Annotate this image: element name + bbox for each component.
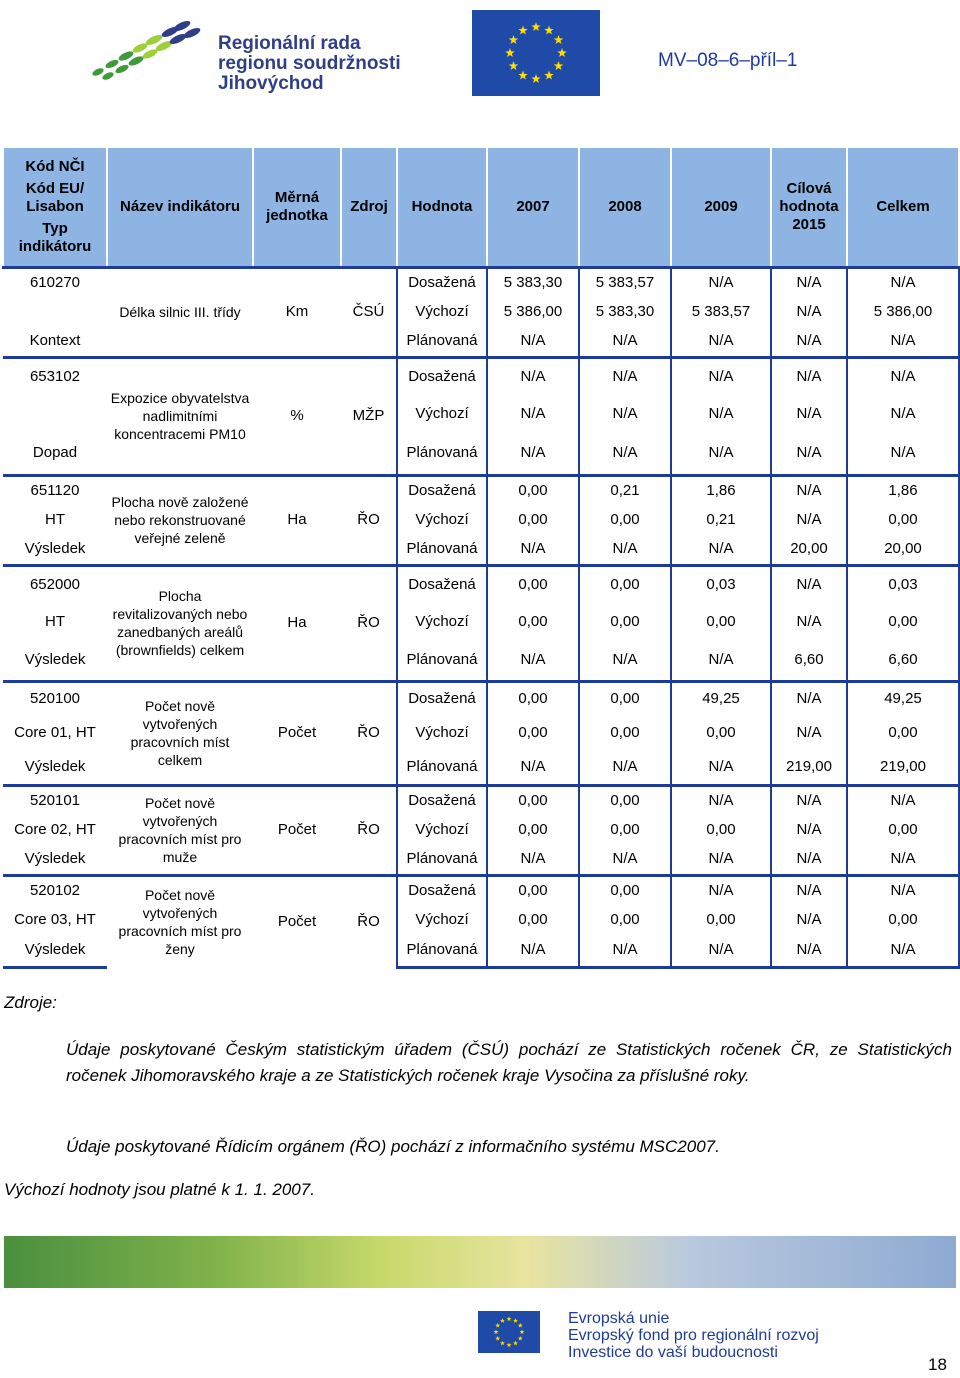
regional-council-line-1: Regionální rada (218, 33, 361, 54)
value-target: N/A (771, 505, 847, 535)
baseline-note: Výchozí hodnoty jsou platné k 1. 1. 2007. (4, 1180, 315, 1199)
value-2007: 0,00 (487, 565, 579, 603)
value-2008: 5 383,57 (579, 267, 671, 297)
indicator-code-cell (3, 395, 107, 433)
value-total: 0,03 (847, 565, 959, 603)
value-kind: Výchozí (397, 815, 487, 845)
indicator-group (3, 565, 959, 681)
value-2007: 5 386,00 (487, 297, 579, 327)
value-total: N/A (847, 845, 959, 875)
indicator-code-cell: Výsledek (3, 751, 107, 785)
indicator-unit: Ha (253, 565, 341, 681)
indicator-code-cell: HT (45, 613, 65, 630)
table-row (3, 785, 959, 815)
value-2008: N/A (579, 433, 671, 475)
value-2009: N/A (671, 751, 771, 785)
indicator-name: Délka silnic III. třídy (107, 267, 253, 357)
regional-council-logo (78, 12, 408, 102)
value-2008: N/A (579, 327, 671, 357)
indicator-group (3, 681, 959, 785)
value-2007: N/A (487, 845, 579, 875)
indicator-name: Počet nově vytvořených pracovních míst celkem (107, 681, 253, 785)
value-2007: 0,00 (487, 603, 579, 641)
indicator-code-cell: Dopad (3, 433, 107, 475)
value-2009: 0,00 (671, 815, 771, 845)
value-2009: N/A (671, 785, 771, 815)
value-target: N/A (771, 475, 847, 505)
value-2008: 0,00 (579, 785, 671, 815)
value-kind: Plánovaná (397, 641, 487, 681)
footer-decorative-band (4, 1236, 956, 1288)
value-2008: 0,00 (579, 681, 671, 715)
value-2008: 0,00 (579, 905, 671, 935)
header-2007: 2007 (487, 147, 579, 267)
value-target: 20,00 (771, 535, 847, 565)
header-unit: Měrná jednotka (253, 147, 341, 267)
indicator-source: ČSÚ (341, 267, 397, 357)
value-2007: N/A (487, 327, 579, 357)
header-2008: 2008 (579, 147, 671, 267)
value-kind: Výchozí (397, 603, 487, 641)
value-2008: 0,21 (579, 475, 671, 505)
value-2009: 0,00 (671, 603, 771, 641)
value-2007: N/A (487, 357, 579, 395)
value-2009: 0,21 (671, 505, 771, 535)
value-total: 0,00 (847, 505, 959, 535)
value-total: N/A (847, 327, 959, 357)
header-codes (3, 147, 107, 267)
indicator-code-cell: Výsledek (3, 535, 107, 565)
value-target: N/A (771, 845, 847, 875)
eu-fund-text (568, 1310, 819, 1361)
header-name: Název indikátoru (107, 147, 253, 267)
indicator-unit: % (253, 357, 341, 475)
indicator-code-cell: Core 01, HT (14, 724, 96, 741)
value-2009: N/A (671, 357, 771, 395)
indicator-code-cell: HT (45, 511, 65, 528)
value-2007: 0,00 (487, 681, 579, 715)
value-total: N/A (847, 433, 959, 475)
value-target: N/A (771, 297, 847, 327)
indicator-code-cell: 520102 (3, 875, 107, 905)
value-2009: 0,00 (671, 715, 771, 751)
value-2007: N/A (487, 641, 579, 681)
indicator-unit: Počet (253, 681, 341, 785)
table-row (3, 565, 959, 603)
value-2008: N/A (579, 641, 671, 681)
value-2008: 0,00 (579, 875, 671, 905)
table-row (3, 475, 959, 505)
value-target: N/A (771, 905, 847, 935)
indicator-code-cell: 610270 (3, 267, 107, 297)
indicator-code-cell: 520100 (3, 681, 107, 715)
header-target: Cílová hodnota 2015 (771, 147, 847, 267)
header-total: Celkem (847, 147, 959, 267)
value-kind: Výchozí (397, 395, 487, 433)
value-2008: N/A (579, 935, 671, 967)
indicator-group (3, 875, 959, 967)
value-2007: 0,00 (487, 785, 579, 815)
indicator-source: ŘO (341, 875, 397, 967)
indicator-code-cell: 652000 (3, 565, 107, 603)
indicator-code-cell: 653102 (3, 357, 107, 395)
value-target: 219,00 (771, 751, 847, 785)
value-2009: 0,03 (671, 565, 771, 603)
indicator-code-cell: Kontext (3, 327, 107, 357)
table-row (3, 267, 959, 297)
indicator-name: Plocha nově založené nebo rekonstruované veřejné zeleně (107, 475, 253, 565)
value-kind: Výchozí (397, 905, 487, 935)
value-target: N/A (771, 715, 847, 751)
value-target: N/A (771, 935, 847, 967)
eu-line-1: Evropská unie (568, 1310, 670, 1327)
value-2007: N/A (487, 935, 579, 967)
table-header-row (3, 147, 959, 267)
value-total: N/A (847, 875, 959, 905)
value-2007: 5 383,30 (487, 267, 579, 297)
value-total: 5 386,00 (847, 297, 959, 327)
indicator-table (2, 146, 960, 969)
value-target: N/A (771, 815, 847, 845)
value-2009: N/A (671, 327, 771, 357)
value-2007: 0,00 (487, 875, 579, 905)
value-target: N/A (771, 565, 847, 603)
value-total: 0,00 (847, 603, 959, 641)
indicator-group (3, 785, 959, 875)
value-kind: Dosažená (397, 565, 487, 603)
value-total: 219,00 (847, 751, 959, 785)
value-total: 0,00 (847, 905, 959, 935)
value-total: N/A (847, 357, 959, 395)
value-kind: Plánovaná (397, 935, 487, 967)
indicator-code-cell: 651120 (3, 475, 107, 505)
value-2008: N/A (579, 395, 671, 433)
indicator-unit: Km (253, 267, 341, 357)
value-2009: N/A (671, 875, 771, 905)
page-number: 18 (928, 1355, 947, 1374)
eu-line-3: Investice do vaší budoucnosti (568, 1344, 778, 1361)
indicator-code-cell: Core 03, HT (14, 911, 96, 928)
value-kind: Výchozí (397, 715, 487, 751)
indicator-unit: Počet (253, 875, 341, 967)
value-2007: N/A (487, 751, 579, 785)
indicator-code-cell: 520101 (3, 785, 107, 815)
header-source: Zdroj (341, 147, 397, 267)
value-kind: Dosažená (397, 475, 487, 505)
value-2009: N/A (671, 535, 771, 565)
value-target: N/A (771, 875, 847, 905)
header-typ-indikatoru: Typ indikátoru (18, 219, 92, 255)
value-2007: 0,00 (487, 815, 579, 845)
value-kind: Plánovaná (397, 433, 487, 475)
value-2008: N/A (579, 845, 671, 875)
table-row (3, 681, 959, 715)
indicator-name: Počet nově vytvořených pracovních míst pro ženy (107, 875, 253, 967)
indicator-group (3, 267, 959, 357)
value-2008: 0,00 (579, 815, 671, 845)
value-total: 0,00 (847, 715, 959, 751)
table-row (3, 875, 959, 905)
value-target: N/A (771, 785, 847, 815)
value-kind: Dosažená (397, 681, 487, 715)
value-total: N/A (847, 785, 959, 815)
value-target: N/A (771, 357, 847, 395)
indicator-group (3, 357, 959, 475)
source-note-csu: Údaje poskytované Českým statistickým úřadem (ČSÚ) pochází ze Statistických ročenek ČR, ze Statistických ročenek Jihomoravského kraje a ze Statistických ročenek kraje Vysočina za příslušné roky. (66, 1040, 952, 1085)
indicator-source: ŘO (341, 565, 397, 681)
value-target: N/A (771, 681, 847, 715)
value-2009: 1,86 (671, 475, 771, 505)
indicator-source: MŽP (341, 357, 397, 475)
value-kind: Dosažená (397, 267, 487, 297)
value-target: N/A (771, 433, 847, 475)
value-total: 6,60 (847, 641, 959, 681)
header-value: Hodnota (397, 147, 487, 267)
value-2008: N/A (579, 535, 671, 565)
value-2009: N/A (671, 395, 771, 433)
indicator-code-cell: Výsledek (3, 641, 107, 681)
page-header (0, 0, 960, 110)
value-target: N/A (771, 395, 847, 433)
value-2007: 0,00 (487, 475, 579, 505)
value-target: N/A (771, 603, 847, 641)
value-kind: Plánovaná (397, 535, 487, 565)
value-total: N/A (847, 267, 959, 297)
indicator-source: ŘO (341, 681, 397, 785)
value-2008: 5 383,30 (579, 297, 671, 327)
value-2008: 0,00 (579, 603, 671, 641)
indicator-name: Expozice obyvatelstva nadlimitními koncentracemi PM10 (107, 357, 253, 475)
value-2007: N/A (487, 395, 579, 433)
indicator-name: Počet nově vytvořených pracovních míst pro muže (107, 785, 253, 875)
eu-flag-small-icon (478, 1311, 540, 1353)
sources-label: Zdroje: (4, 993, 57, 1012)
eu-flag-icon (472, 10, 600, 96)
value-2009: 5 383,57 (671, 297, 771, 327)
eu-line-2: Evropský fond pro regionální rozvoj (568, 1327, 819, 1344)
header-kod-nci: Kód NČI (25, 157, 85, 175)
value-2009: N/A (671, 641, 771, 681)
value-2007: 0,00 (487, 505, 579, 535)
regional-council-line-2: regionu soudržnosti (218, 53, 401, 74)
value-target: N/A (771, 327, 847, 357)
value-kind: Výchozí (397, 297, 487, 327)
value-kind: Plánovaná (397, 327, 487, 357)
value-2007: N/A (487, 535, 579, 565)
value-kind: Plánovaná (397, 845, 487, 875)
header-2009: 2009 (671, 147, 771, 267)
value-2009: N/A (671, 935, 771, 967)
value-2007: 0,00 (487, 905, 579, 935)
value-2009: 49,25 (671, 681, 771, 715)
document-code: MV–08–6–příl–1 (658, 50, 798, 71)
value-2009: N/A (671, 267, 771, 297)
value-2009: N/A (671, 845, 771, 875)
header-kod-eu: Kód EU/ Lisabon (25, 179, 85, 215)
indicator-source: ŘO (341, 785, 397, 875)
table-row (3, 357, 959, 395)
value-total: 20,00 (847, 535, 959, 565)
value-2008: 0,00 (579, 505, 671, 535)
indicator-unit: Počet (253, 785, 341, 875)
regional-council-name (218, 34, 401, 94)
value-2008: 0,00 (579, 715, 671, 751)
value-target: N/A (771, 267, 847, 297)
value-kind: Plánovaná (397, 751, 487, 785)
value-kind: Výchozí (397, 505, 487, 535)
value-2008: N/A (579, 751, 671, 785)
value-2008: 0,00 (579, 565, 671, 603)
value-2007: N/A (487, 433, 579, 475)
source-note-ro: Údaje poskytované Řídicím orgánem (ŘO) pochází z informačního systému MSC2007. (66, 1137, 720, 1156)
indicator-name: Plocha revitalizovaných nebo zanedbaných areálů (brownfields) celkem (107, 565, 253, 681)
value-2009: 0,00 (671, 905, 771, 935)
value-target: 6,60 (771, 641, 847, 681)
indicator-code-cell (3, 297, 107, 327)
value-total: 0,00 (847, 815, 959, 845)
value-kind: Dosažená (397, 357, 487, 395)
value-2008: N/A (579, 357, 671, 395)
value-total: N/A (847, 935, 959, 967)
value-2007: 0,00 (487, 715, 579, 751)
indicator-code-cell: Výsledek (3, 935, 107, 967)
indicator-source: ŘO (341, 475, 397, 565)
regional-council-line-3: Jihovýchod (218, 73, 324, 94)
indicator-unit: Ha (253, 475, 341, 565)
value-total: N/A (847, 395, 959, 433)
indicator-code-cell: Výsledek (3, 845, 107, 875)
regional-council-mark-icon (78, 14, 208, 94)
value-kind: Dosažená (397, 875, 487, 905)
value-kind: Dosažená (397, 785, 487, 815)
value-total: 49,25 (847, 681, 959, 715)
indicator-group (3, 475, 959, 565)
value-total: 1,86 (847, 475, 959, 505)
indicator-code-cell: Core 02, HT (14, 821, 96, 838)
value-2009: N/A (671, 433, 771, 475)
